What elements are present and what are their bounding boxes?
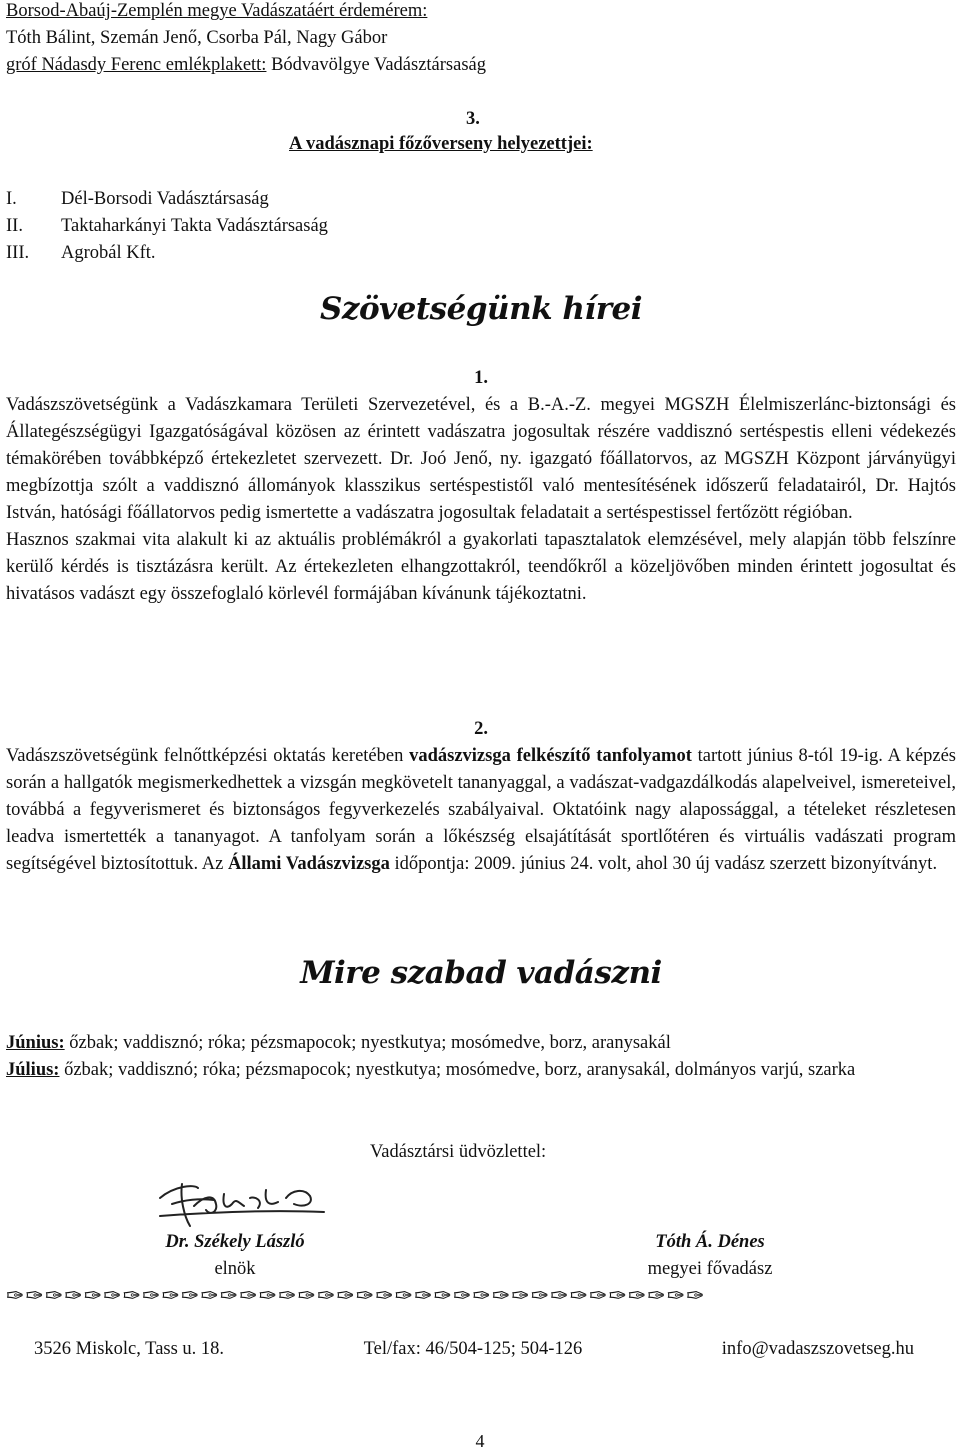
news-item-1-number: 1. [474,368,488,388]
june-line [6,1030,956,1057]
cooking-number: 3. [466,109,480,129]
news-item-2-paragraph [6,743,956,878]
place-rank: III. [6,243,30,263]
news-item-1-paragraph-2: Hasznos szakmai vita alakult ki az aktuális problémákról a gyakorlati tapasztalatok elemzésével, mely alapján több felszínre kerülő kérdés is tisztázásra került. Az értekezleten elhangzottakról, teendőkről a közeljövőben minden érintett jogosultat és hivatásos vadászt egy összefoglaló körlevél formájában kívánunk tájékoztatni. [6,530,956,604]
signatory-left-role: elnök [214,1259,256,1279]
news-item-2 [6,716,956,878]
place-row [6,213,328,240]
june-text: őzbak; vaddisznó; róka; pézsmapocok; nyestkutya; mosómedve, borz, aranysakál [64,1033,671,1053]
news-item-1 [6,365,956,608]
july-text: őzbak; vaddisznó; róka; pézsmapocok; nyestkutya; mosómedve, borz, aranysakál, dolmányos varjú, szarka [59,1060,856,1080]
footer-contact [34,1336,914,1363]
news-item-1-paragraph-1: Vadászszövetségünk a Vadászkamara Területi Szervezetével, és a B.-A.-Z. megyei MGSZH Élelmiszerlánc-biztonsági és Állategészségügyi Igazgatóságával közösen az érintett vadászatra jogosultak részére vaddisznó sertéspestis elleni védekezés témakörében továbbképző értekezletet szervezett. Dr. Joó Jenő, ny. igazgató főállatorvos, az MGSZH Központ járványügyi megbízottja szólt a vaddisznó állományok klasszikus sertéspestistől való mentesítésének időszerű feladatairól, Dr. Hajtós István, hatósági főállatorvos pedig ismertette a vadászatra jogosultak feladatait a sertéspestissel fertőzött régióban. [6,395,956,523]
place-rank: II. [6,216,23,236]
place-name: Taktaharkányi Takta Vadásztársaság [61,216,328,236]
news-title: Szövetségünk hírei [319,291,643,327]
plaque-winner: Bódvavölgye Vadásztársaság [266,55,486,75]
place-name: Agrobál Kft. [61,243,156,263]
page-number: 4 [475,1431,485,1451]
signatory-left [128,1229,342,1283]
signature-image [154,1176,329,1232]
footer-address: 3526 Miskolc, Tass u. 18. [34,1339,225,1359]
place-row [6,186,328,213]
july-label: Július: [6,1060,60,1080]
awards-block [6,0,486,79]
june-label: Június: [6,1033,65,1053]
news-item-2-text-b: tartott június 8-tól 19-ig. A képzés során a hallgatók megismerkedhettek a vizsgán megkövetelt tananyaggal, a vadászat-vadgazdálkodás alapelveivel, ismereteivel, továbbá a fegyverismeret és biztonságos fegyverkezelés szabályaival. Oktatóink nagy alapossággal, a tételeket részletesen leadva ismertették a tananyagot. A tanfolyam során a lőkészség elsajátítását sportlőtéren és virtuális vadászati program segítségével biztosítottuk. Az [6,746,956,874]
cooking-places [6,186,328,267]
july-line [6,1057,956,1084]
plaque-label: gróf Nádasdy Ferenc emlékplakett: [6,55,267,75]
course-name: vadászvizsga felkészítő tanfolyamot [409,746,692,766]
ornament-divider: ✑✑✑✑✑✑✑✑✑✑✑✑✑✑✑✑✑✑✑✑✑✑✑✑✑✑✑✑✑✑✑✑✑✑✑✑ [6,1283,706,1308]
footer-email: info@vadaszszovetseg.hu [721,1339,914,1359]
season-block [6,1030,956,1084]
plaque-line [6,52,486,79]
place-row [6,240,328,267]
medal-label: Borsod-Abaúj-Zemplén megye Vadászatáért érdemérem: [6,1,428,21]
signatory-right-role: megyei fővadász [647,1259,773,1279]
news-item-2-text-a: Vadászszövetségünk felnőttképzési oktatás keretében [6,746,410,766]
cooking-title: A vadásznapi főzőverseny helyezettjei: [289,134,593,154]
place-rank: I. [6,189,17,209]
signatory-left-name: Dr. Székely László [165,1232,305,1252]
footer-phone: Tel/fax: 46/504-125; 504-126 [363,1339,583,1359]
greeting: Vadásztársi üdvözlettel: [370,1142,547,1162]
signatory-right-name: Tóth Á. Dénes [655,1232,765,1252]
news-item-2-text-c: időpontja: 2009. június 24. volt, ahol 30 új vadász szerzett bizonyítványt. [389,854,938,874]
season-title: Mire szabad vadászni [300,955,662,991]
place-name: Dél-Borsodi Vadásztársaság [61,189,269,209]
signatory-right [610,1229,810,1283]
medal-names: Tóth Bálint, Szemán Jenő, Csorba Pál, Nagy Gábor [6,28,388,48]
exam-name: Állami Vadászvizsga [227,854,390,874]
news-item-2-number: 2. [474,719,488,739]
